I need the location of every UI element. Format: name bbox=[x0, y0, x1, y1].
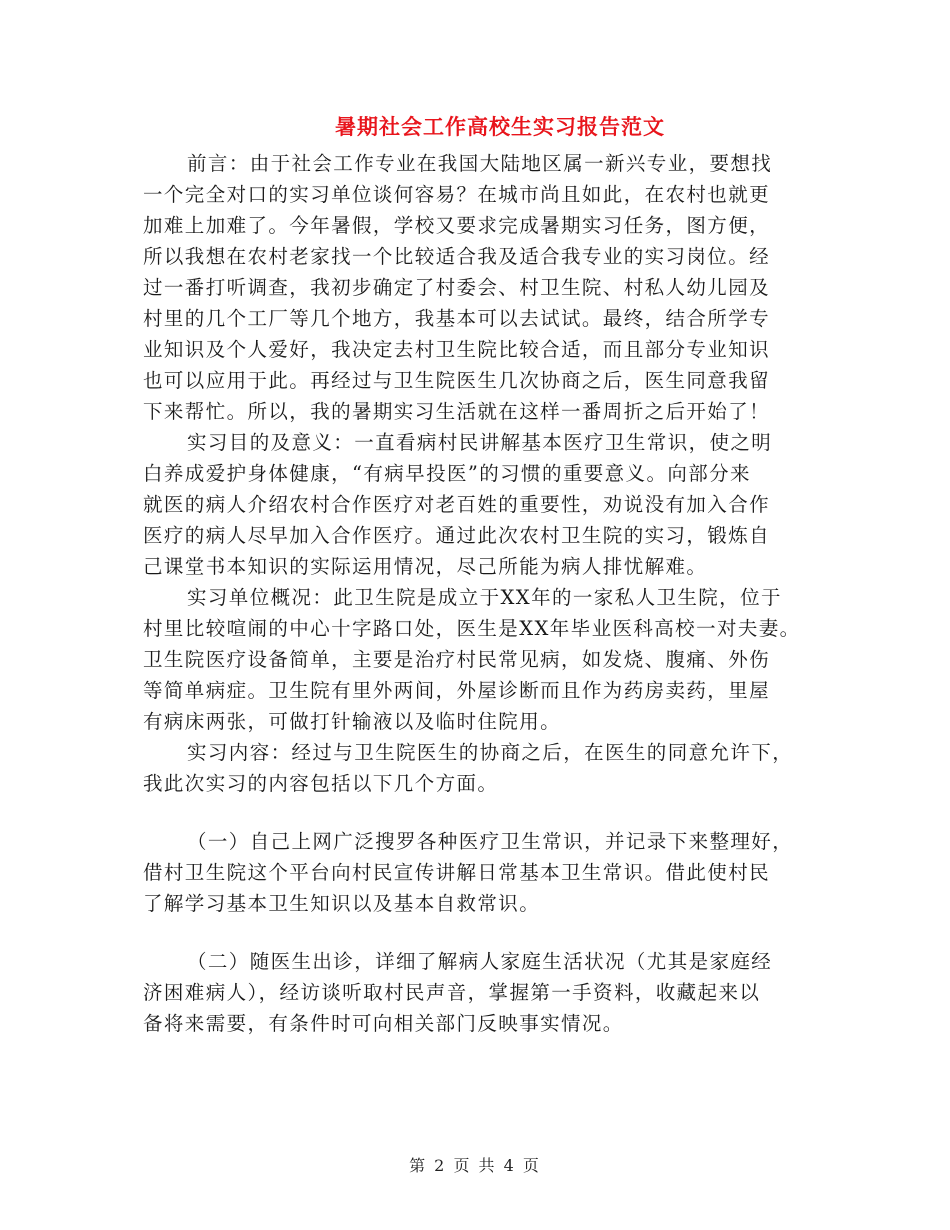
text-line: 过一番打听调查，我初步确定了村委会、村卫生院、村私人幼儿园及 bbox=[143, 276, 771, 299]
text-line: 前言：由于社会工作专业在我国大陆地区属一新兴专业，要想找 bbox=[187, 152, 773, 175]
document-body bbox=[143, 148, 818, 1039]
paragraph-unit-overview bbox=[143, 582, 818, 737]
paragraph-purpose bbox=[143, 427, 818, 582]
text-line: 业知识及个人爱好，我决定去村卫生院比较合适，而且部分专业知识 bbox=[143, 338, 771, 361]
paragraph-spacer bbox=[143, 919, 818, 946]
text-line: 备将来需要，有条件时可向相关部门反映事实情况。 bbox=[143, 1012, 624, 1035]
paragraph-item-1 bbox=[143, 826, 818, 919]
text-line: （二）随医生出诊，详细了解病人家庭生活状况（尤其是家庭经 bbox=[187, 950, 773, 973]
text-line: 己课堂书本知识的实际运用情况，尽己所能为病人排忧解难。 bbox=[143, 555, 708, 578]
text-line: 下来帮忙。所以，我的暑期实习生活就在这样一番周折之后开始了！ bbox=[143, 400, 771, 423]
paragraph-preface bbox=[143, 148, 818, 427]
text-line: 等简单病症。卫生院有里外两间，外屋诊断而且作为药房卖药，里屋 bbox=[143, 679, 771, 702]
text-line: 就医的病人介绍农村合作医疗对老百姓的重要性，劝说没有加入合作 bbox=[143, 493, 771, 516]
text-line: 村里比较喧闹的中心十字路口处，医生是XX年毕业医科高校一对夫妻。 bbox=[143, 617, 801, 640]
document-title: 暑期社会工作高校生实习报告范文 bbox=[335, 114, 665, 139]
text-line: 我此次实习的内容包括以下几个方面。 bbox=[143, 772, 499, 795]
text-line: 有病床两张，可做打针输液以及临时住院用。 bbox=[143, 710, 562, 733]
text-line: 白养成爱护身体健康，“有病早投医”的习惯的重要意义。向部分来 bbox=[143, 462, 751, 485]
text-line: 实习内容：经过与卫生院医生的协商之后，在医生的同意允许下， bbox=[187, 741, 794, 764]
text-line: 实习目的及意义：一直看病村民讲解基本医疗卫生常识，使之明 bbox=[187, 431, 773, 454]
paragraph-item-2 bbox=[143, 946, 818, 1039]
text-line: 医疗的病人尽早加入合作医疗。通过此次农村卫生院的实习，锻炼自 bbox=[143, 524, 771, 547]
text-line: 借村卫生院这个平台向村民宣传讲解日常基本卫生常识。借此使村民 bbox=[143, 861, 771, 884]
text-line: 卫生院医疗设备简单，主要是治疗村民常见病，如发烧、腹痛、外伤 bbox=[143, 648, 771, 671]
text-line: （一）自己上网广泛搜罗各种医疗卫生常识，并记录下来整理好， bbox=[187, 830, 794, 853]
text-line: 了解学习基本卫生知识以及基本自救常识。 bbox=[143, 892, 541, 915]
paragraph-content bbox=[143, 737, 818, 799]
page-number-footer: 第 2 页 共 4 页 bbox=[409, 1156, 541, 1175]
paragraph-spacer bbox=[143, 799, 818, 826]
text-line: 村里的几个工厂等几个地方，我基本可以去试试。最终，结合所学专 bbox=[143, 307, 771, 330]
text-line: 也可以应用于此。再经过与卫生院医生几次协商之后，医生同意我留 bbox=[143, 369, 771, 392]
text-line: 济困难病人），经访谈听取村民声音，掌握第一手资料，收藏起来以 bbox=[143, 981, 761, 1004]
text-line: 实习单位概况：此卫生院是成立于XX年的一家私人卫生院，位于 bbox=[187, 586, 782, 609]
text-line: 一个完全对口的实习单位谈何容易？在城市尚且如此，在农村也就更 bbox=[143, 183, 771, 206]
text-line: 所以我想在农村老家找一个比较适合我及适合我专业的实习岗位。经 bbox=[143, 245, 771, 268]
text-line: 加难上加难了。今年暑假，学校又要求完成暑期实习任务，图方便， bbox=[143, 214, 771, 237]
